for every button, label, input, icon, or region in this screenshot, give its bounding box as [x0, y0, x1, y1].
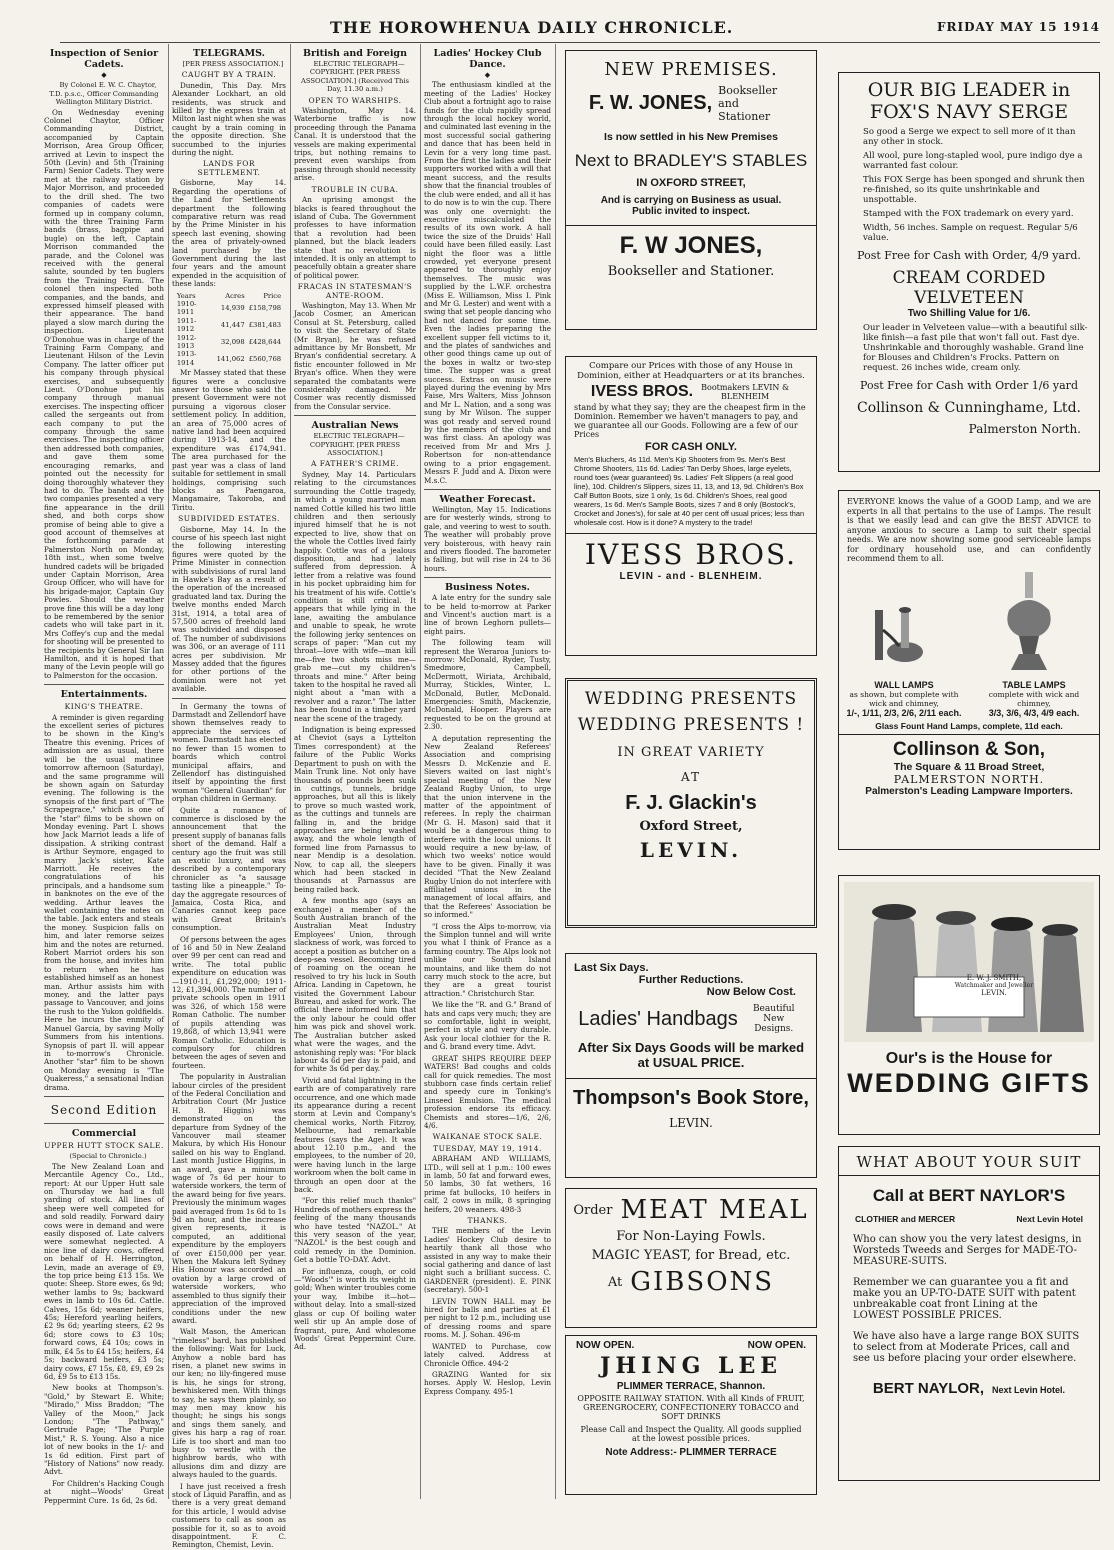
article-text: Vivid and fatal lightning in the earth are of comparatively rare occurrence, and one which made its appearance during a recent storm at Levin and Company's chemical works, North Fitzroy, Melbourne, had remarkable features (says the Age). It was about 12.10 p.m., and the employees, to the number of 20, were having lunch in the large workroom when the bolt came in through an open door at the back. — [294, 1075, 416, 1194]
ad-text: LEVIN. — [981, 989, 1007, 997]
ad-text: NOW OPEN. — [576, 1340, 635, 1351]
headline: TELEGRAMS. — [193, 48, 265, 59]
article-text: Dunedin, This Day. Mrs Alexander Lockhart, an old residents, was struck and killed by the express train at Milton last night when she was caught by a train coming in the opposite direction. She succumbed to the injuries during the night. — [172, 80, 286, 158]
ad-text: Watchmaker and Jeweller — [954, 982, 1034, 989]
ad-text: Please Call and Inspect the Quality. All goods supplied at the lowest possible prices. — [580, 1425, 802, 1443]
ad-text: Who can show you the very latest designs, in Worsteds Tweeds and Serges for MADE-TO-MEASURE-SUITS. — [853, 1234, 1082, 1267]
subheading: FRACAS IN STATESMAN'S ANTE-ROOM. — [297, 282, 413, 300]
article-text: The following team will represent the Weraroa Juniors to-morrow: McDonald, Ryder, Tusty, Smedmore, Campbell, McDermott, Wiriata, Archibald, Murray, Stickles, Winter, L. McDonald, Butler, McDonald. Emergencies: Smith, Mackenzie, McDonald, Hooper. Players are requested to be on the ground at 2.30. — [424, 638, 551, 732]
article-text: The popularity in Australian labour circles of the president of the Federal Conciliation and Arbitration Court (Mr Justice H. B. Higgins) was demonstrated on the departure from Sydney of the Vancouver mail steamer Makura, by which His Honour sailed on his way to England. Last month Justice Higgins, in an award, gave a minimum wage of 7s 6d per hour to waterside workers, the term of the award being for five years. Previously the minimum wages paid averaged from 1s 6d to 1s 9d an hour, and the increase given represents, it is computed, an additional expenditure by the employers of over £150,000 per year. When the Makura left Sydney His Honour was accorded an ovation by a large crowd of waterside workers, who assembled to thus signify their appreciation of the improved conditions under the new award. — [172, 1072, 286, 1325]
ad-text: Post Free for Cash with Order, 4/9 yard. — [857, 249, 1081, 262]
article-text: For influenza, cough, or cold—"Woods'" is worth its weight in gold; When winter troubles come your way, Imbibe it—hot—without delay. Into a small-sized glass or cup Of boiling water well stir up An ample dose of fragrant, pure, And wholesome Woods' Great Peppermint Cure. Ad. — [294, 1266, 416, 1352]
ad-text: Now Below Cost. — [706, 986, 796, 998]
table-cell: £428,644 — [248, 337, 282, 346]
ad-row — [566, 1267, 816, 1297]
table-cell: 41,447 — [220, 320, 245, 329]
article-text: Wellington, May 15. Indications are for westerly winds, strong to gale, and veering to west to south. The weather will probably prove very boisterous, with heavy rain and rivers flooded. The barometer is falling, but will rise in 24 to 36 hours. — [424, 504, 551, 573]
wall-lamp-caption — [845, 680, 963, 718]
rule — [44, 684, 164, 685]
subheading: TUESDAY, MAY 19, 1914. — [433, 1143, 542, 1153]
ad-thompson-book-store — [565, 953, 817, 1178]
ad-text: The Square & 11 Broad Street, — [893, 760, 1045, 773]
ad-jhing-lee — [565, 1335, 817, 1495]
article-text: I have just received a fresh stock of Liquid Paraffin, and as there is a very great demand for this article, I would advise customers to call as soon as possible for it, so as to avoid disappointment. F. C. Remington, Chemist, Levin. — [172, 1481, 286, 1550]
table-header: Price — [263, 291, 282, 300]
article-text: A late entry for the sundry sale to be held to-morrow at Parker and Vincent's auction mart is a line of brown Leghorn pullets—eight pairs. — [424, 593, 551, 636]
ad-text: Bookseller and Stationer — [718, 84, 778, 123]
ad-town: LEVIN. — [639, 838, 743, 862]
column-divider — [555, 44, 556, 1499]
ad-name: IVESS BROS. — [584, 538, 798, 571]
ad-text: Is now settled in his New Premises — [604, 131, 778, 143]
ad-price: 1/-, 1/11, 2/3, 2/6, 2/11 each. — [846, 707, 962, 718]
ad-text: Compare our Prices with those of any House in Dominion, either at Headquarters or at its branches. — [577, 361, 805, 381]
ad-text: Last Six Days. — [574, 962, 649, 974]
ad-text: Next Levin Hotel. — [992, 1385, 1066, 1395]
article-text: In Germany the towns of Darmstadt and Zellendorf have shown themselves ready to appreciate the services of women. Darmstadt has elected no fewer than 15 women to boards which control municipal affairs, and Zellendorf has distinguished itself by appointing the first woman "General Guardian" for orphan children in Germany. — [172, 701, 286, 804]
ad-text: For Non-Laying Fowls. — [616, 1229, 766, 1244]
column-divider — [290, 44, 291, 1499]
ad-name: IVESS BROS. — [590, 383, 694, 400]
news-column-3 — [294, 44, 416, 1499]
article-text: THE members of the Levin Ladies' Hockey Club desire to heartily thank all those who assisted in any way to make their social gathering and dance of last night such a brilliant success. C. GARDENER (president). E. PINK (secretary). 500-1 — [424, 1226, 551, 1295]
ad-name: JHING LEE — [599, 1353, 783, 1379]
article-text: ABRAHAM AND WILLIAMS, LTD., will sell at 1 p.m.: 100 ewes in lamb, 50 fat and forward ewes, 50 lambs, 30 fat wethers, 16 prime fat bullocks, 10 heifers in calf, 2 cows in milk, 8 springing heifers, 20 weaners. 498-3 — [424, 1154, 551, 1214]
table-cell: 1910-1911 — [176, 299, 197, 317]
land-table — [175, 292, 283, 368]
ad-heading: FOX'S NAVY SERGE — [869, 101, 1069, 123]
article-text: GREAT SHIPS REQUIRE DEEP WATERS! Bad coughs and colds call for quick remedies. The most stubborn case finds certain relief and speedy cure in Tonking's Linseed Emulsion. The medical profession endorse its efficacy. Chemists and stores—1/6, 2/6, 4/6. — [424, 1053, 551, 1130]
ad-rule — [566, 1078, 816, 1079]
ad-row — [566, 1004, 816, 1034]
subheading: KING'S THEATRE. — [64, 702, 144, 712]
ad-fw-jones — [565, 50, 817, 330]
ad-heading: WHAT ABOUT YOUR SUIT — [839, 1153, 1099, 1176]
ad-text: complete with wick and chimney, — [988, 689, 1080, 708]
rule — [424, 489, 551, 490]
wedding-party-illustration — [844, 882, 1094, 1042]
news-column-2 — [172, 44, 286, 1550]
subheading: UPPER HUTT STOCK SALE. — [44, 1140, 164, 1150]
ad-rule — [566, 225, 816, 226]
article-text: We like the "R. and G." Brand of hats and caps very much; they are so comfortable, light in weight, perfect in style and very durable. Ask your local clothier for the R. and G. brand every time. Advt. — [424, 1000, 551, 1052]
ad-heading: Ladies' Handbags — [578, 1007, 738, 1030]
issue-date: FRIDAY MAY 15 1914 — [937, 20, 1100, 34]
masthead-rule — [60, 42, 1100, 43]
ad-heading: FOR CASH ONLY. — [645, 441, 737, 453]
ad-text: This FOX Serge has been sponged and shrunk then re-finished, so its quite unshrinkable and unspottable. — [863, 175, 1085, 205]
ad-row — [566, 383, 816, 401]
ad-text: PLIMMER TERRACE, Shannon. — [616, 1381, 766, 1392]
table-header-row — [175, 292, 283, 300]
headline: Inspection of Senior Cadets. — [49, 48, 159, 70]
headline: Business Notes. — [445, 582, 530, 594]
ad-text: OPPOSITE RAILWAY STATION. With all Kinds of FRUIT, GREENGROCERY, CONFECTIONERY TOBACCO and SOFT DRINKS — [577, 1394, 805, 1421]
ad-price-list: Men's Bluchers, 4s 11d. Men's Kip Shooters from 9s. Men's Best Chrome Shooters, 11s 6d. Ladies' Tan Derby Shoes, large eyelets, round toes (wear guaranteed) 9s. Ladies' Felt Slippers (a real good line), 10d. Children's Slippers, sizes 11, 13, and 13, 9d. Children's Box Calf Button Boots, size 1 only, 1s 6d. Children's Shoes, real good wearers, 1s 6d. Men's Sample Boots, sizes 7 and 8 only (Bostock's, Crocket and Jones's), for sale at 40 per cent off usual prices; less than wholesale cost. How is it done? A mystery to the trade! — [574, 455, 805, 527]
ad-text: Palmerston's Leading Lampware Importers. — [865, 785, 1073, 797]
rule — [44, 1123, 164, 1124]
article-text: Walt Mason, the American "rimeless" bard, has published the following: Wait for Luck, Anyhow a noble bard has risen, a planet new swims in our ken; no lily-fingered muse is his, he sings for strong, bewhiskered men. With things to say, he says them plainly, so may men may know his thought; he sings his songs and sings them sanely, and gives his harp a rag of roar. Life is too short and man too busy to wrestle with the highbrow bards, who with allusions dim and dizzy are always hauled to the guards. — [172, 1327, 286, 1480]
ad-town: LEVIN. — [669, 1116, 713, 1130]
article-text: A reminder is given regarding the excellent series of pictures to be shown in the King's Theatre this evening. Prices of admission are as usual, there will be the usual matinee tomorrow afternoon (Saturday), and the same programme will be shown again on Saturday evening. The following is the synopsis of the first part of "The Scrapegrace," which is one of the "star" films to be shown on Monday evening. Part I. shows how Jack Marriot leads a life of dissipation. A striking contrast is Arthur Seymore, engaged to marry Jack's sister, Kate Marriott. He receives the congratulations of his principals, and a handsome sum in banknotes on the eve of the wedding. Arthur leaves the wallet containing the notes on the table. Jack enters and steals the money. Suspicion falls on him, and later remorse seizes him and the notes are returned. Robert Marriot orders his son from the house, and invites him to return when he has established himself as an honest man. Arthur assists him with money, and the latter pays passage to Vancouver, and joins the rush to the Yukon goldfields. Here he incurs the enmity of Manuel Garcia, by saving Molly Summers from his intentions. Synopsis of part II. will appear in to-morrow's Chronicle. Another "star" film to be shown on Monday evening is "The Quakeress," a sensational Indian drama. — [44, 712, 164, 1092]
subheading: ELECTRIC TELEGRAPH—COPYRIGHT. [PER PRESS ASSOCIATION.] (Received This Day, 11.30 a.m.) — [300, 60, 410, 94]
article-text: Gisborne, May 14. Regarding the operations of the Land for Settlements department the following comparative return was read by the Prime Minister in his speech last evening, showing the area of privately-owned land purchased by the Government during the last four years and the amount expended in the acquisition of these lands: — [172, 178, 286, 289]
ad-text: PALMERSTON NORTH. — [893, 772, 1045, 786]
separator: ◆ — [101, 71, 107, 79]
table-row — [175, 350, 283, 367]
lamp-illustrations — [839, 570, 1099, 680]
ad-text: Beautiful New Designs. — [752, 1004, 795, 1034]
headline: Commercial — [71, 1127, 137, 1139]
ad-text: Bootmakers LEVIN & BLENHEIM — [701, 383, 790, 401]
subheading: LANDS FOR SETTLEMENT. — [197, 159, 261, 177]
subheading: OPEN TO WARSHIPS. — [308, 95, 402, 105]
ad-bert-naylor — [838, 1146, 1100, 1481]
ad-name: GIBSONS — [630, 1267, 775, 1297]
article-text: WANTED to Purchase, cow lately calved. Address at Chronicle Office. 494-2 — [424, 1341, 551, 1368]
ad-heading: WEDDING PRESENTS — [584, 689, 798, 709]
ad-text: So good a Serge we expect to sell more of it than any other in stock. — [863, 127, 1076, 147]
headline: Entertainments. — [60, 689, 148, 701]
ad-text: Our's is the House for — [885, 1050, 1053, 1067]
ad-heading: WALL LAMPS — [874, 679, 934, 690]
headline: Australian News — [311, 420, 399, 432]
article-text: Of persons between the ages of 16 and 50 in New Zealand over 99 per cent can read and write. The total public expenditure on education was—1910-11, £1,292,000; 1911-12, £1,394,000. The number of private schools open in 1911 was 326, of which 158 were Roman Catholic. The number of pupils attending was 19,868, of which 13,941 were Roman Catholic. Education is compulsory for children between the ages of seven and fourteen. — [172, 934, 286, 1070]
table-cell: 1911-1912 — [176, 316, 197, 334]
article-text: Washington, May 13. When Mr Jacob Cosmer, an American Consul at St. Petersburg, called to visit the Secretary of State (Mr Bryan), he was refused admittance by Mr Bonsbett, Mr Bryan's confidential secretary. A fistic encounter followed in Mr Bryan's office. When they were separated the combatants were considerably damaged. Mr Cosmer was recently dismissed from the Consular service. — [294, 300, 416, 411]
ad-text: IN GREAT VARIETY — [617, 745, 765, 760]
ad-heading: TABLE LAMPS — [1002, 679, 1066, 690]
article-text: A few months ago (says an exchange) a member of the South Australian branch of the Australian Meat Industry Employees' Union, through slackness of work, was forced to accept a position as butcher on a deep-sea vessel. Becoming tired of roaming on the ocean he resolved to try his luck in South Africa. Landing in Capetown, he visited the Government Labour Bureau, and asked for work. The official there informed him that the only labour he could offer him was pick and shovel work. The Australian butcher asked what were the wages, and the astonishing reply was: "For black labour 4s 6d per day is paid, and for white 3s 6d per day." — [294, 896, 416, 1074]
article-text: Mr Massey stated that these figures were a conclusive answer to those who said the present Government were not pursuing a vigorous closer settlement policy. In addition, an area of 75,000 acres of native land had been acquired during 1913-14, and the expenditure was £174,941. The area purchased for the past year was a class of land suitable for settlement in small holdings, comprising such blocks as Paengaroa, Mangamaire, Takoroba, and Tiritu. — [172, 368, 286, 512]
ad-name: Collinson & Cunninghame, Ltd. — [857, 400, 1081, 416]
ad-text: Note Address:- PLIMMER TERRACE — [605, 1447, 777, 1458]
ad-text: Stamped with the FOX trademark on every yard. — [863, 209, 1074, 219]
article-text: LEVIN TOWN HALL may be hired for balls and parties at £1 per night to 12 p.m., including use of dressing rooms and spare rooms. M. J. Sohan. 496-m — [424, 1296, 551, 1340]
table-cell: £381,483 — [248, 320, 282, 329]
table-cell: £560,768 — [248, 354, 282, 363]
ad-gibsons — [565, 1188, 817, 1328]
ad-text: EVERYONE knows the value of a GOOD Lamp, and we are experts in all that pertains to the use of Lamps. The result is that we easily lead and can give the BEST ADVICE to anyone anxious to secure a Lamp to suit their special needs. We are now showing some good serviceable lamps for ordinary household use, and can confidently recommend them to all. — [847, 497, 1091, 563]
ad-text: as shown, but complete with wick and chimney, — [849, 689, 959, 708]
ad-text: IN OXFORD STREET, — [636, 177, 746, 189]
table-header: Years — [176, 291, 196, 300]
ad-text: Oxford Street, — [639, 819, 743, 834]
article-text: An uprising amongst the blacks is feared throughout the island of Cuba. The Government professes to have information that a revolution had been planned, but the black leaders state that no revolution is intended. It is only an attempt to peacefully obtain a greater share of political power. — [294, 195, 416, 280]
column-divider — [168, 44, 169, 1499]
ad-name: F. W. JONES, — [588, 92, 713, 114]
subheading: A FATHER'S CRIME. — [311, 459, 399, 469]
ad-text: Bookseller and Stationer. — [607, 264, 775, 279]
ad-text: We have also have a large range BOX SUITS to select from at Moderate Prices, call and see us before placing your order elsewhere. — [853, 1331, 1080, 1364]
article-text: Washington, May 14. Waterborne traffic is now proceeding through the Panama Canal. It is understood that the vessels are making experimental trips, but nothing remains to prevent even warships from passing through should necessity arise. — [294, 106, 416, 183]
table-header: Acres — [225, 291, 245, 300]
rule — [294, 415, 416, 416]
column-divider — [420, 44, 421, 1499]
article-text: On Wednesday evening Colonel Chaytor, Officer Commanding District, accompanied by Captain Morrison, Area Group Officer, arrived at Levin to inspect the 50th (Levin) and 5th (Training Farm) Senior Cadets. They were met at the railway station by Major Morrison, and proceeded to the drill shed. The two companies of cadets were formed up in company column, with the three Training Farm bands (brass, bagpipe and bugle) on the left, Captain Morrison commanded the parade, and the Colonel was received with the general salute, sounded by ten buglers from the Training Farm. The colonel then inspected both companies, and the bands, and expressed himself pleased with their appearance. The band played a slow march during the inspection. Lieutenant O'Donohue was in charge of the Training Farm Company, and Lieutenant Hilson of the Levin Company. The latter officer put his company through physical exercises, and subsequently Lieut. O'Donohue put his company through manual exercises. The inspecting officer called the sergeants out from each company to put the company through the same exercises. The inspecting officer then addressed both companies, and gave them some encouraging remarks, and pointed out the necessity for doing thoroughly whatever they had to do. The bands and the two companies presented a very fine appearance in the drill shed, and both corps show promise of being able to give a good account of themselves at the forthcoming parade at Palmerston North on Monday, 18th inst., when some twelve hundred cadets will be brigaded under Captain Morrison, Area Group Officer, who will have for his brigade-major, Captain Guy Powles. Should the weather prove fine this will be a day long to be remembered by the senior cadets who will take part in it. Mrs Coffey's cup and the medal for shooting will be presented to the recipients by General Sir Ian Hamilton, and it is hoped that many of the Levin people will go to Palmerston for the occasion. — [44, 107, 164, 680]
ad-heading: WEDDING PRESENTS ! — [577, 715, 805, 735]
ad-name: Call at BERT NAYLOR'S — [872, 1186, 1066, 1205]
headline: British and Foreign — [303, 48, 407, 59]
table-cell: 32,098 — [220, 337, 245, 346]
subheading: THANKS. — [467, 1216, 508, 1225]
ad-heading: OUR BIG LEADER in — [867, 79, 1071, 101]
ad-heading: WEDDING GIFTS — [847, 1068, 1091, 1098]
ad-text: And is carrying on Business as usual. Public invited to inspect. — [600, 195, 782, 217]
headline: Weather Forecast. — [439, 493, 536, 505]
article-text: "I cross the Alps to-morrow, via the Simplon tunnel and will write you what I think of France as a farming country. The Alps look not unlike our South Island mountains, and like them do not carry much stock to the acre, but they are a great tourist attraction." Christchurch Star. — [424, 921, 551, 998]
article-text: Indignation is being expressed at Cheviot (says a Lyttelton Times correspondent) at the failure of the Public Works Department to push on with the Main Trunk line. Not only have thousands of pounds been sunk in cuttings, tunnels, bridge approaches, but all this is likely to prove so much wasted work, as the cuttings and tunnels are falling in, and the bridge approaches are being washed away, and the whole length of formed line from Parnassus to near Mendip is a desolation. Now, to cap all, the sleepers which had been stacked in thousands at Parnassus are being railed back. — [294, 725, 416, 894]
subheading: ELECTRIC TELEGRAPH—COPYRIGHT. [PER PRESS ASSOCIATION.] — [309, 432, 405, 458]
table-row — [175, 334, 283, 351]
ad-ivess-bros — [565, 356, 817, 656]
subheading: SUBDIVIDED ESTATES. — [178, 514, 280, 524]
ad-text: Remember we can guarantee you a fit and make you an UP-TO-DATE SUIT with patent unbreakable coat front Lining at the LOWEST POSSIBLE PRICES. — [853, 1277, 1076, 1321]
ad-smith-wedding-gifts — [838, 875, 1100, 1135]
article-text: The New Zealand Loan and Mercantile Agency Co., Ltd., report: At our Upper Hutt sale on Thursday we had a full yarding of stock. All lines of sheep were well competed for and sold readily. Forward dairy cows were in demand and were easily disposed of. Late calvers were somewhat neglected. A nice line of dairy cows, offered on behalf of H. Herrington, Levin, made an average of £9, the top price being £13 15s. We quote: Sheep. Store ewes, 6s 9d; wether lambs to 9s; backward ewes in lamb to 10s 6d. Cattle. Calves, 15s 6d; weaner heifers, 45s; Hereford yearling heifers, £2 9s 6d; yearling steers, £2 9s 6d; store cows to £3 10s; forward cows, £4 10s; cows in milk, £4 5s to £4 15s; heifers, £4 5s; backward heifers, £3 5s; dairy cows, £7 15s, £8, £9, £9 2s 6d, £9 5s to £13 15s. — [44, 1161, 164, 1381]
article-text: A deputation representing the New Zealand Referees' Association and comprising Messrs D. McKenzie and E. Sievers waited on last night's special meeting of the New Zealand Rugby Union, to urge that the union intervene in the matter of the appointment of referees. In reply the chairman (Mr G. H. Mason) said that it would be a dangerous thing to interfere with the local unions. It would require a new by-law, of which two weeks' notice would have to be given. Finally it was decided "That the New Zealand Rugby Union do not interfere with affiliated unions in the management of local affairs, and that the Referees' Association be so informed." — [424, 733, 551, 920]
separator: ◆ — [484, 71, 491, 79]
ad-heading: Next to BRADLEY'S STABLES — [574, 151, 808, 170]
ad-fox-serge — [838, 72, 1100, 472]
ad-text: AT — [680, 770, 701, 784]
table-row — [175, 300, 283, 317]
jeweller-card — [939, 974, 1049, 997]
headline: Ladies' Hockey Club Dance. — [433, 48, 542, 70]
ad-text: At — [607, 1274, 623, 1290]
article-text: Gisborne, May 14. In the course of his speech last night the following interesting figures were quoted by the Prime Minister in connection with subdivisions of rural land in Hawke's Bay as a result of the operation of the increased graduated land tax. During the twelve months ended March 31st, 1914, a total area of 57,500 acres of freehold land was subdivided and disposed of. The number of subdivisions was 306, or an average of 111 acres per subdivision. Mr Massey added that the figures for other portions of the dominion were not yet available. — [172, 524, 286, 694]
ad-text: NOW OPEN. — [747, 1340, 806, 1351]
article-text: The enthusiasm kindled at the meeting of the Ladies' Hockey Club about a fortnight ago to raise funds for the club rapidly spread through the local hockey world, and culminated last evening in the most successful social gathering and dance that has been held in Levin for a very long time past. From the first the ladies and their supporters worked with a will that meant success, and the results show that the financial troubles of the club were ended, and all it has to do now is to win the cup. There was only one overnight: the executive miscalculated the results of its own work. A hall twice the size of the Druids' Hall could have been filled easily. Last night the floor was a little crowded, yet everyone present appeared to thoroughly enjoy themselves. The music was supplied by the L.W.F. orchestra (Miss E. Williamson, Miss I. Pink and Mr G. Lester) and went with a swing that set people dancing who had not danced for some time. Even the ladies preparing the excellent supper fell victims to it, and the plates of sandwiches and other good things came up out of the boxes in waltz or two-step time. The supper was a great success. Extras on music were played during the evening by Mrs Faise, Mrs Walters, Miss Johnson and Mr L. Nation, and a song was sung by Mr Wilson. The supper was got ready and served round by the members of the club and was first class. An apology was received from Mr and Mrs J. Robertson for non-attendance owing to a prior engagement. Messrs F. Judd and A. Dixon were M.s.C. — [424, 80, 551, 485]
ad-name: F. W JONES, — [619, 232, 763, 259]
table-cell: 1912-1913 — [176, 333, 197, 350]
subheading: [PER PRESS ASSOCIATION.] — [182, 60, 284, 68]
ad-glackin-wedding — [565, 678, 817, 928]
table-cell: £158,798 — [248, 304, 282, 313]
subheading: (Special to Chronicle.) — [69, 1152, 147, 1161]
ad-name: Collinson & Son, — [893, 738, 1045, 760]
article-text: For Children's Hacking Cough at night—Woods' Great Peppermint Cure. 1s 6d, 2s 6d. — [44, 1478, 164, 1505]
ad-text: Our leader in Velveteen value—with a beautiful silk-like finish—a fast pile that won't fall out. Fast dye. Unshrinkable and thoroughly washable. Grand line for Blouses and Children's Frocks. Pattern on request. 26 inches wide, cream only. — [863, 323, 1088, 373]
ad-name: F. J. Glackin's — [625, 792, 757, 814]
ad-heading: MEAT MEAL — [620, 1195, 809, 1225]
ad-row — [566, 84, 816, 123]
subheading: TROUBLE IN CUBA. — [311, 184, 399, 194]
rule — [44, 1096, 164, 1097]
article-text: "For this relief much thanks" Hundreds of mothers express the feeling of the many thousands who have tested "NAZOL." At this very season of the year, "NAZOL" is the best cough and cold remedy in the Dominion. Get a bottle TO-DAY. Advt. — [294, 1196, 417, 1265]
ad-row — [566, 1336, 816, 1351]
subheading: CAUGHT BY A TRAIN. — [181, 70, 277, 80]
ad-text: CLOTHIER and MERCER — [855, 1214, 956, 1224]
news-column-4 — [424, 44, 551, 1499]
ad-rule — [839, 734, 1099, 735]
article-text: Sydney, May 14. Particulars relating to the circumstances surrounding the Cottle tragedy, in which a young married man named Cottle killed his two little children and then seriously injured himself that he is not expected to live, show that on the whole the Cottles lived fairly happily. Cottle was of a jealous disposition, and had lately suffered from depression. A letter from a relative was found in his pocket upbraiding him for his treatment of his wife. Cottle's condition is still critical. It appears that while lying in the lane, awaiting the ambulance and unable to speak, he wrote the following jerky sentences on scraps of paper: "Man cut my throat—love with wife—man kill me—five two shots miss me—grab me—cut my children's throats and mine." After being taken to the hospital he raved all night about a "man with a revolver and a razor." The latter has been found in a timber yard near the scene of the tragedy. — [294, 469, 416, 723]
article-text: Quite a romance of commerce is disclosed by the announcement that the present supply of bananas falls short of the demand. Half a century ago the fruit was still an exotic luxury, and was described by a contemporary chronicler as "a sausage tasting like a pineapple." To-day the aggregate resources of Jamaica, Costa Rica, and Canaries cannot keep pace with Great Britain's consumption. — [172, 805, 286, 933]
article-text: New books at Thompson's. "Gold," by Stewart E. White; "Mirado," Miss Braddon; "The Valley of the Moon," Jack London; "The Pathway," Gertrude Page; "The Purple Mist," R. S. Young. Also a nice lot of new books in the 1/- and 1s 6d edition. First part of "History of Nations" now ready. Advt. — [44, 1383, 164, 1477]
ad-text: stand by what they say; they are the cheapest firm in the Dominion. Remember we haven't managers to pay, and we guarantee all our Goods. Following are a few of our Prices — [574, 403, 806, 439]
byline: By Colonel E. W. C. Chaytor, T.D. p.s.c., Officer Commanding Wellington Military District. — [49, 81, 159, 107]
ad-text: Width, 56 inches. Sample on request. Regular 5/6 value. — [863, 223, 1078, 243]
table-cell: 1913-1914 — [176, 350, 197, 367]
subheading: WAIKANAE STOCK SALE. — [432, 1132, 543, 1142]
ad-price: 3/3, 3/6, 4/3, 4/9 each. — [988, 707, 1080, 718]
ad-row — [839, 1214, 1099, 1224]
newspaper-title: THE HOROWHENUA DAILY CHRONICLE. — [330, 18, 734, 37]
ad-text: Further Reductions. — [638, 974, 744, 986]
ad-text: Post Free for Cash with Order 1/6 yard — [860, 379, 1078, 392]
masthead — [60, 14, 1100, 40]
table-lamp-icon — [989, 570, 1069, 680]
rule — [424, 577, 551, 578]
ad-name: Thompson's Book Store, — [573, 1087, 809, 1109]
ad-text: All wool, pure long-stapled wool, pure indigo dye a warranted fast colour. — [863, 151, 1083, 171]
wall-lamp-icon — [869, 580, 929, 680]
ad-name: E. W. J. SMITH, — [966, 974, 1022, 982]
ad-rule — [566, 533, 816, 534]
table-lamp-caption — [975, 680, 1093, 718]
ad-text: Glass Fount Hand Lamps, complete, 11d each. — [875, 720, 1063, 731]
table-cell: 14,939 — [220, 304, 245, 313]
news-column-1 — [44, 44, 164, 1505]
ad-row — [566, 1195, 816, 1225]
ad-heading: NEW PREMISES. — [604, 59, 778, 80]
ad-row — [839, 1380, 1099, 1397]
article-text: GRAZING Wanted for six horses. Apply W. Heslop, Levin Express Company. 495-1 — [424, 1369, 551, 1396]
lamp-captions — [839, 680, 1099, 718]
ad-text: Palmerston North. — [968, 422, 1081, 436]
ad-text: LEVIN - and - BLENHEIM. — [619, 571, 763, 582]
table-cell: 141,062 — [216, 354, 245, 363]
ad-collinson-lamps — [838, 490, 1100, 850]
ad-heading: CREAM CORDED VELVETEEN — [892, 268, 1046, 308]
ad-text: Next Levin Hotel — [1016, 1214, 1083, 1224]
ad-text: MAGIC YEAST, for Bread, etc. — [591, 1248, 791, 1263]
ad-text: Two Shilling Value for 1/6. — [907, 308, 1031, 319]
rule — [172, 698, 286, 699]
ad-name: BERT NAYLOR, — [872, 1380, 985, 1397]
edition-heading: Second Edition — [50, 1102, 158, 1117]
table-row — [175, 317, 283, 334]
ad-text: Order — [573, 1202, 613, 1218]
ad-text: After Six Days Goods will be marked at USUAL PRICE. — [577, 1040, 805, 1070]
